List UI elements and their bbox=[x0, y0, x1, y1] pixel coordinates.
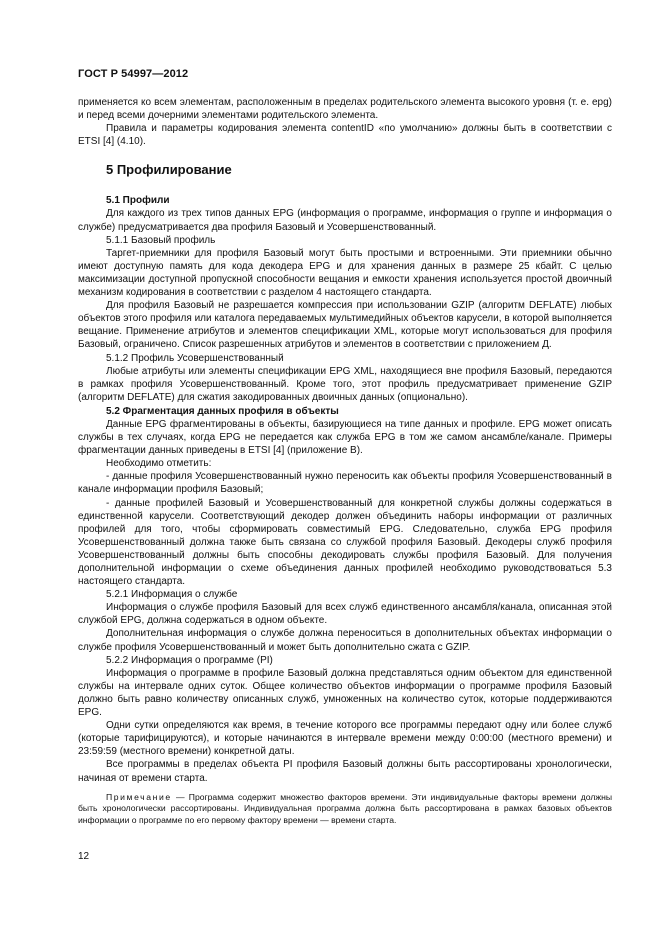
paragraph: Все программы в пределах объекта PI профиля Базовый должны быть рассортированы хронологически, начиная от времени старта. bbox=[78, 759, 612, 784]
paragraph: Информация о службе профиля Базовый для всех служб единственного ансамбля/канала, описанная этой службой EPG, должна содержаться в одном объекте. bbox=[78, 602, 612, 627]
clause-heading-5-2-2: 5.2.2 Информация о программе (PI) bbox=[106, 654, 273, 666]
paragraph: Данные EPG фрагментированы в объекты, базирующиеся на типе данных и профиле. EPG может описать службы в тех случаях, когда EPG не передается как служба EPG в том же самом ансамбле/канале. Примеры фрагментации данных приведены в ETSI [4] (приложение В). bbox=[78, 418, 612, 457]
clause-heading-5-1-1: 5.1.1 Базовый профиль bbox=[106, 234, 216, 246]
document-header: ГОСТ Р 54997—2012 bbox=[78, 68, 189, 80]
paragraph: Информация о программе в профиле Базовый должна представляться одним объектом для единственной службы на интервале одних суток. Общее количество объектов информации о программе профиля Базовый должно быть равно количеству описанных служб, умноженных на количество суток, которые поддерживаются EPG. bbox=[78, 667, 612, 719]
document-body bbox=[78, 96, 612, 826]
list-item: - данные профилей Базовый и Усовершенствованный для конкретной службы должны содержаться в единственной карусели. Соответствующий декодер должен объединить наборы информации от различных профилей для того, чтобы сформировать совместимый EPG. Следовательно, служба EPG профиля Усовершенствованный должна также быть связана со службой профиля Базовый. Декодеры служб профиля Усовершенствованный должны быть способны декодировать службы профиля Базовый. Для получения дополнительной информации о схеме объединения данных профилей необходимо руководствоваться 5.3 настоящего стандарта. bbox=[78, 497, 612, 588]
subsection-heading-5-1: 5.1 Профили bbox=[106, 195, 170, 207]
subsection-heading-5-2: 5.2 Фрагментация данных профиля в объекты bbox=[106, 405, 339, 417]
paragraph: применяется ко всем элементам, расположенным в пределах родительского элемента высокого уровня (т. е. epg) и перед всеми дочерними элементами родительского элемента. bbox=[78, 97, 612, 122]
clause-heading-5-1-2: 5.1.2 Профиль Усовершенствованный bbox=[106, 352, 284, 364]
paragraph: Правила и параметры кодирования элемента contentID «по умолчанию» должны быть в соответствии с ETSI [4] (4.10). bbox=[78, 123, 612, 148]
paragraph: Для профиля Базовый не разрешается компрессия при использовании GZIP (алгоритм DEFLATE) любых объектов этого профиля или каталога передаваемых мультимедийных объектов карусели, в которой выполняется вещание. Применение атрибутов и элементов спецификации XML, которые могут использоваться для профиля Базовый, ограничено. Список разрешенных атрибутов и элементов в соответствии с приложением Д. bbox=[78, 300, 612, 351]
list-item: - данные профиля Усовершенствованный нужно переносить как объекты профиля Усовершенствованный в канале информации профиля Базовый; bbox=[78, 471, 612, 496]
paragraph: Необходимо отметить: bbox=[106, 458, 212, 470]
note bbox=[78, 792, 612, 827]
paragraph: Таргет-приемники для профиля Базовый могут быть простыми и встроенными. Эти приемники обычно имеют доступную память для кода декодера EPG и для хранения данных в размере 25 кбайт. С целью максимизации доступной пропускной способности вещания и емкости хранения используется простой двоичный механизм кодирования в соответствии с разделом 4 настоящего стандарта. bbox=[78, 247, 612, 299]
section-heading-5: 5 Профилирование bbox=[106, 162, 232, 178]
paragraph: Одни сутки определяются как время, в течение которого все программы передают одну или более служб (которые тарифицируются), и которые начинаются в интервале времени между 0:00:00 (местного времени) и 23:59:59 (местного времени) конкретной даты. bbox=[78, 720, 612, 758]
page-number: 12 bbox=[78, 851, 90, 862]
paragraph: Дополнительная информация о службе должна переноситься в дополнительных объектах информации о службе профиля Усовершенствованный и может быть дополнительно сжата с GZIP. bbox=[78, 628, 612, 653]
paragraph: Для каждого из трех типов данных EPG (информация о программе, информация о группе и информация о службе) предусматривается два профиля Базовый и Усовершенствованный. bbox=[78, 208, 612, 233]
clause-heading-5-2-1: 5.2.1 Информация о службе bbox=[106, 589, 238, 601]
paragraph: Любые атрибуты или элементы спецификации EPG XML, находящиеся вне профиля Базовый, передаются в рамках профиля Усовершенствованный. Кроме того, этот профиль предусматривает применение GZIP (алгоритм DEFLATE) для сжатия закодированных двоичных данных (опционально). bbox=[78, 365, 612, 403]
note-text: — Программа содержит множество факторов времени. Эти индивидуальные факторы времени должны быть хронологически рассортированы. Индивидуальная программа должна быть рассортирована в рамках базовых объектов информации о программе по его первому фактору времени — времени старта. bbox=[78, 791, 613, 825]
note-label: Примечание bbox=[106, 791, 172, 802]
